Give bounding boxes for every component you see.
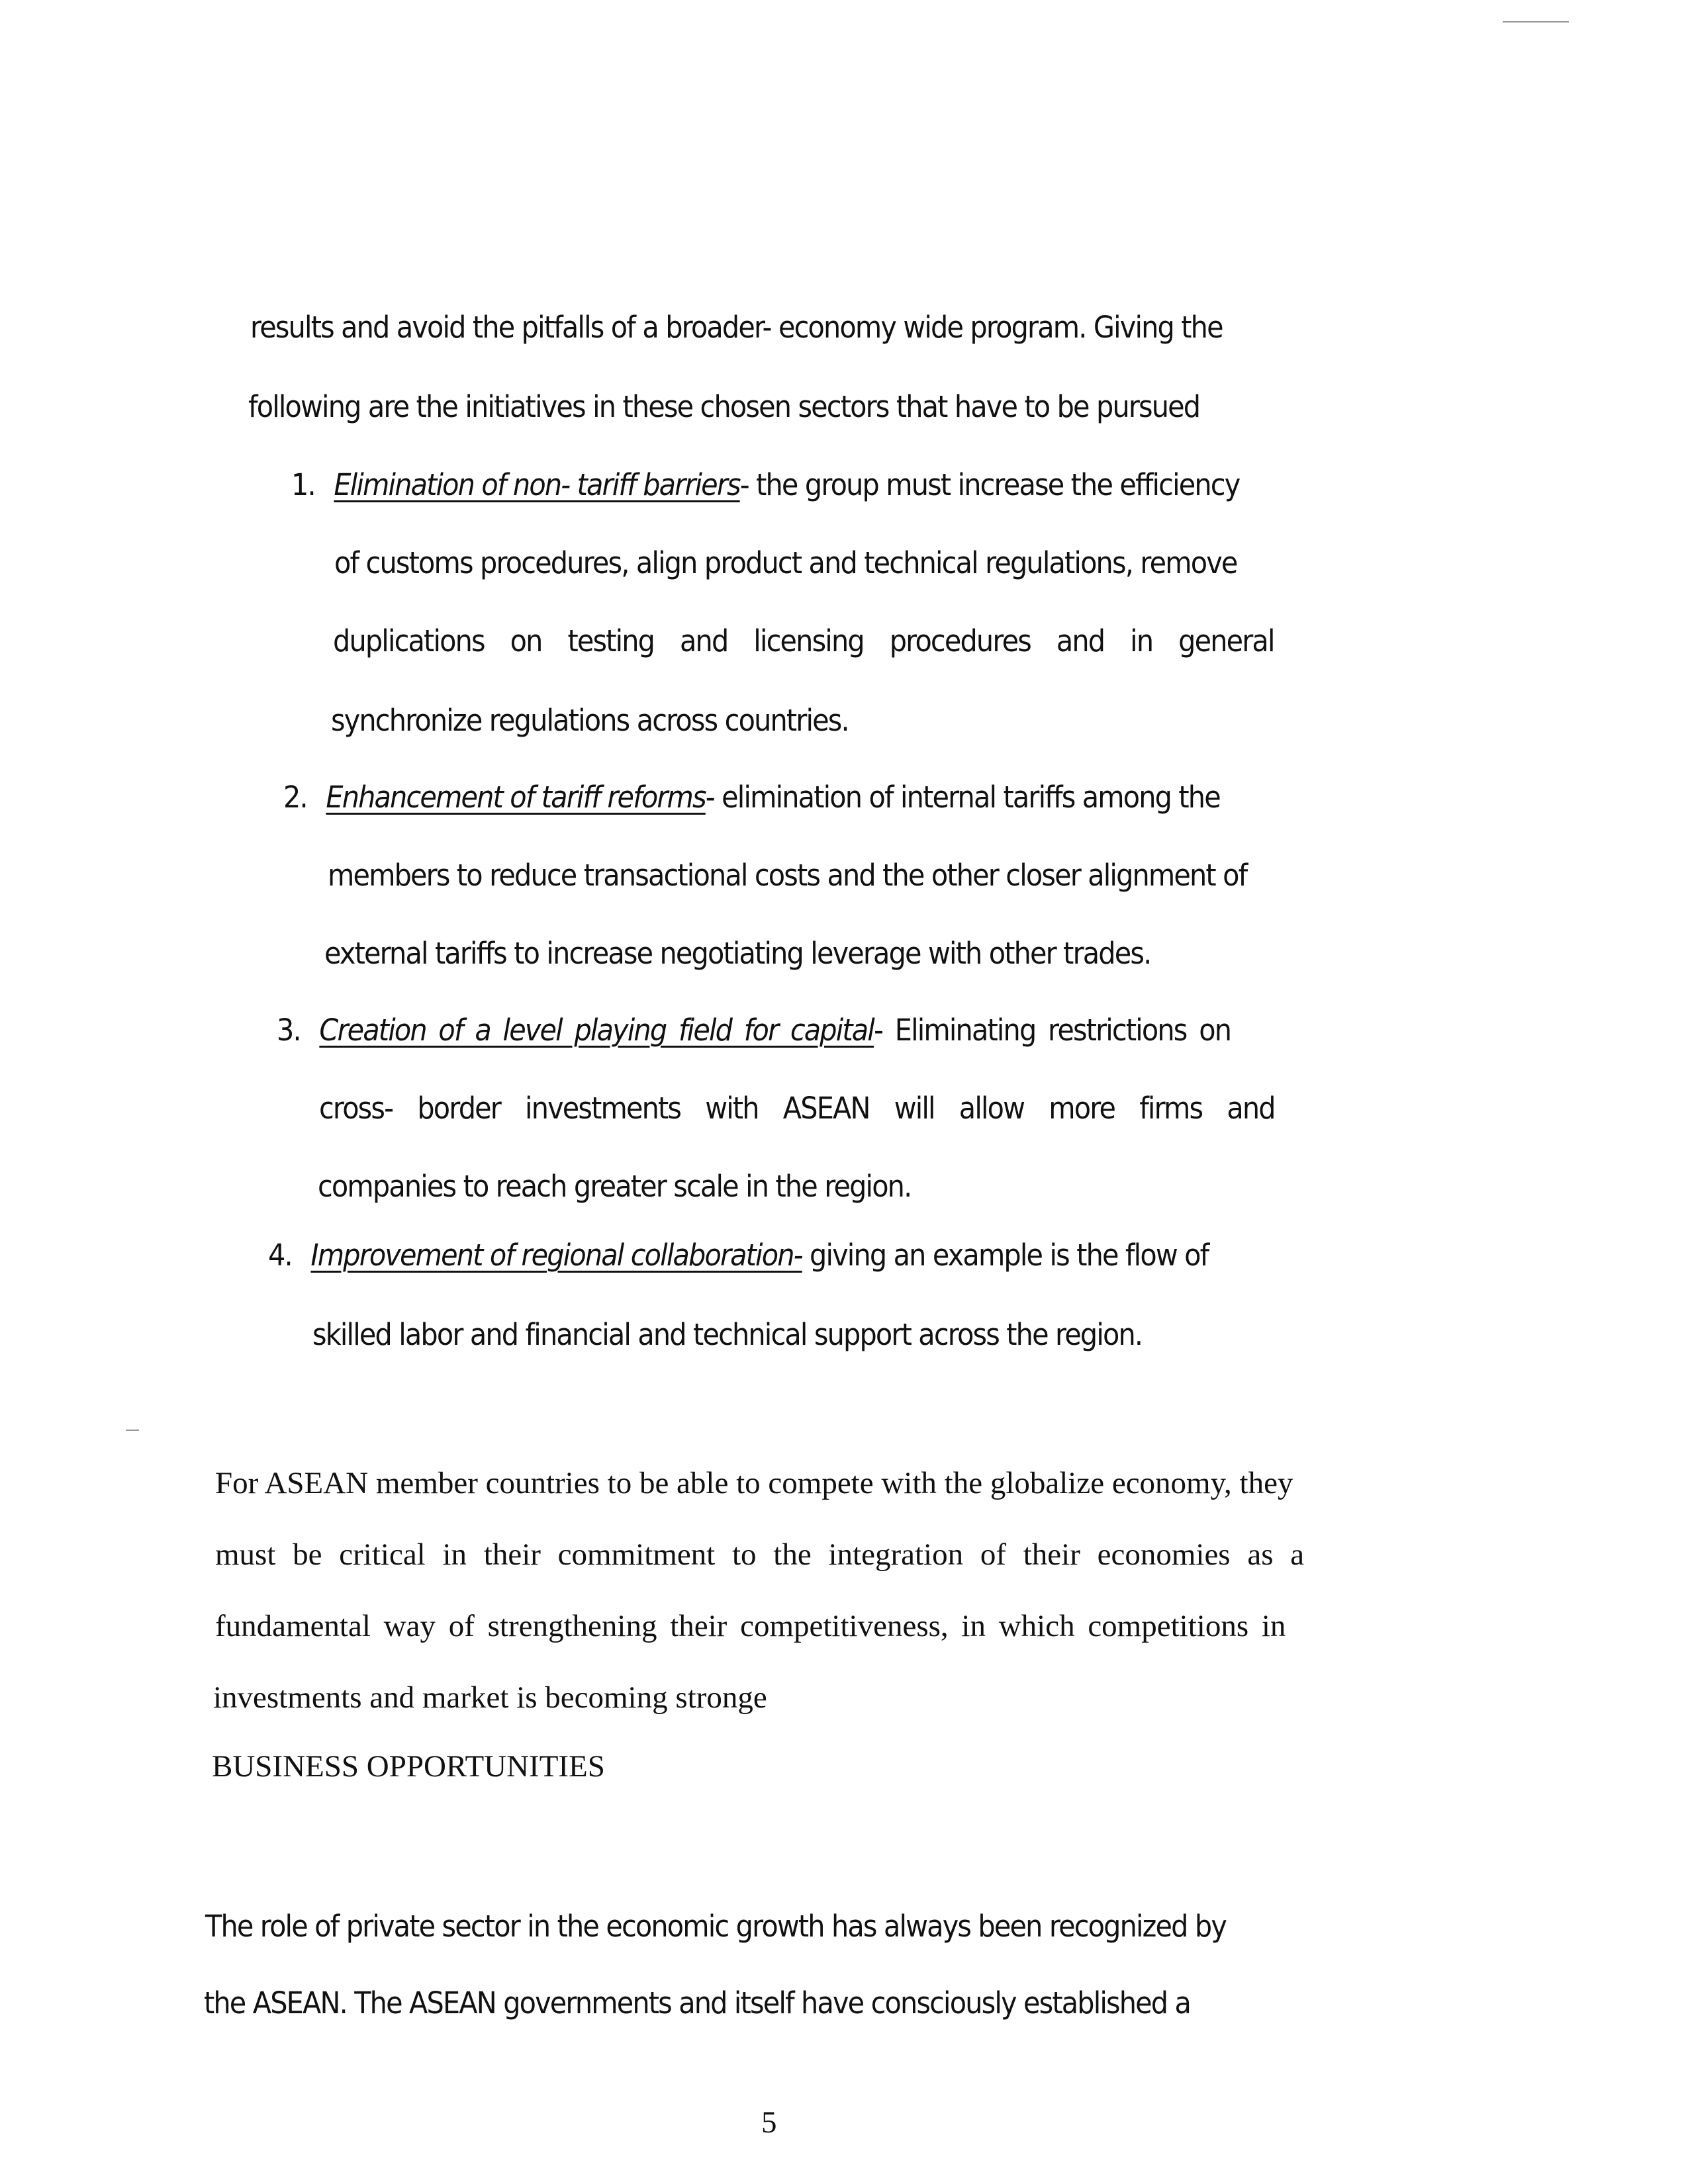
intro-line-1: results and avoid the pitfalls of a broader- economy wide program. Giving the	[250, 310, 1223, 345]
list-item-4-line: skilled labor and financial and technical support across the region.	[312, 1317, 1143, 1352]
list-item-1-line: duplications on testing and licensing procedures and in general	[333, 623, 1274, 659]
intro-line-2: following are the initiatives in these chosen sectors that have to be pursued	[248, 389, 1200, 424]
paragraph-line: For ASEAN member countries to be able to compete with the globalize economy, they	[215, 1466, 1293, 1500]
list-number: 1.	[291, 467, 315, 502]
list-item-heading: Improvement of regional collaboration-	[310, 1238, 802, 1273]
list-item-2-line: members to reduce transactional costs and the other closer alignment of	[328, 858, 1247, 893]
page-number: 5	[761, 2105, 777, 2140]
list-item-text: - elimination of internal tariffs among the	[705, 780, 1220, 815]
list-item-2	[283, 780, 1220, 815]
paragraph-line: the ASEAN. The ASEAN governments and itself have consciously established a	[204, 1985, 1191, 2021]
section-heading: BUSINESS OPPORTUNITIES	[212, 1749, 605, 1784]
paragraph-line: The role of private sector in the economic growth has always been recognized by	[205, 1909, 1227, 1944]
list-number: 4.	[268, 1238, 292, 1273]
paragraph-line: fundamental way of strengthening their competitiveness, in which competitions in	[215, 1609, 1286, 1643]
list-item-heading: Creation of a level playing field for capital	[319, 1013, 874, 1048]
list-item-1-line: synchronize regulations across countries.	[331, 703, 849, 738]
list-item-heading: Enhancement of tariff reforms	[326, 780, 706, 815]
list-item-3-line: companies to reach greater scale in the region.	[318, 1169, 912, 1204]
list-item-heading: Elimination of non- tariff barriers	[334, 467, 740, 502]
scan-artifact	[1503, 21, 1569, 23]
list-item-4	[268, 1238, 1208, 1273]
paragraph-line: investments and market is becoming stronge	[213, 1680, 767, 1715]
paragraph-line: must be critical in their commitment to the integration of their economies as a	[215, 1537, 1305, 1572]
list-item-text: - Eliminating restrictions on	[873, 1013, 1231, 1048]
list-item-2-line: external tariffs to increase negotiating leverage with other trades.	[324, 936, 1151, 971]
list-item-3-line: cross- border investments with ASEAN will allow more firms and	[319, 1091, 1275, 1126]
scan-artifact	[126, 1430, 139, 1431]
list-item-text: - the group must increase the efficiency	[739, 467, 1240, 502]
list-number: 2.	[283, 780, 307, 815]
list-item-3	[277, 1013, 1231, 1048]
list-item-1	[291, 467, 1239, 502]
list-item-text: giving an example is the flow of	[802, 1238, 1209, 1273]
list-number: 3.	[277, 1013, 301, 1048]
list-item-1-line: of customs procedures, align product and technical regulations, remove	[334, 545, 1237, 580]
